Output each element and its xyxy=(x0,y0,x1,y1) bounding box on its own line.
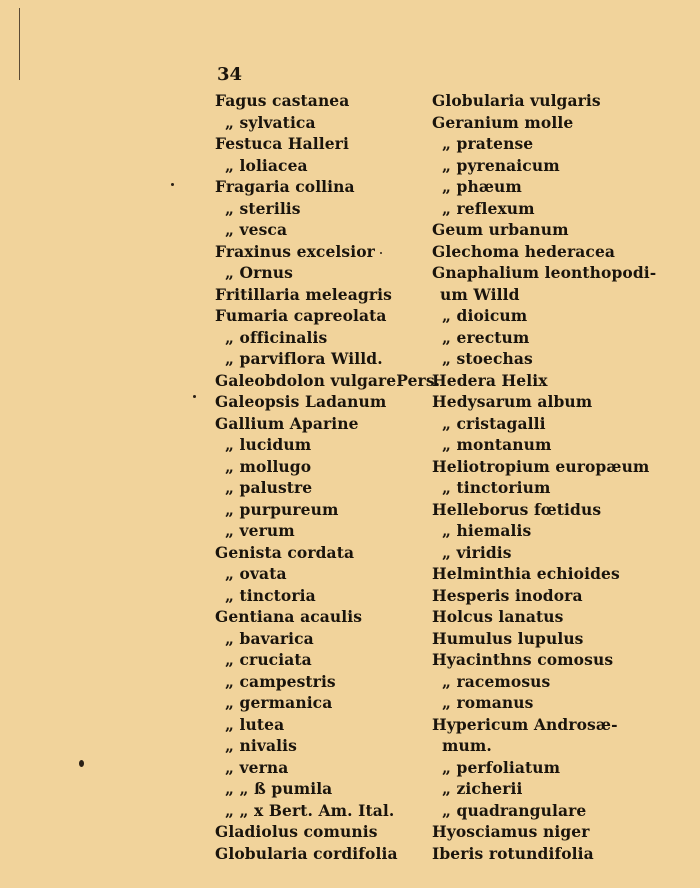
species-entry: „ verum xyxy=(225,521,295,540)
ink-speck xyxy=(193,395,196,398)
species-entry: „ vesca xyxy=(225,220,288,239)
species-entry: Fumaria capreolata xyxy=(215,306,387,325)
species-entry: „ sterilis xyxy=(225,198,301,218)
right-column xyxy=(432,90,657,864)
species-entry: Geranium molle xyxy=(432,112,574,132)
species-entry: „ loliacea xyxy=(225,155,308,175)
species-entry: „ bavarica xyxy=(225,628,314,648)
species-entry: Gladiolus comunis xyxy=(215,822,378,841)
ink-speck xyxy=(79,760,84,767)
species-entry: „ cruciata xyxy=(225,650,312,669)
species-entry: Helleborus fœtidus xyxy=(432,499,602,519)
species-entry: „ romanus xyxy=(442,693,534,712)
species-entry: Festuca Halleri xyxy=(215,134,349,153)
species-entry: Globularia cordifolia xyxy=(215,843,398,863)
species-entry: „ zicherii xyxy=(442,779,523,798)
species-entry: mum. xyxy=(442,736,492,755)
species-entry: Fraxinus excelsior xyxy=(215,241,375,261)
species-entry: „ tinctoria xyxy=(225,585,316,605)
species-entry: „ phæum xyxy=(442,177,522,196)
species-entry: „ pyrenaicum xyxy=(442,155,560,175)
species-entry: „ verna xyxy=(225,757,289,777)
species-entry: „ ovata xyxy=(225,564,287,583)
species-entry: Hesperis inodora xyxy=(432,585,583,605)
species-entry: Gentiana acaulis xyxy=(215,607,363,626)
species-entry: „ erectum xyxy=(442,327,530,347)
species-entry: Fritillaria meleagris xyxy=(215,284,392,304)
species-entry: „ viridis xyxy=(442,542,512,562)
species-entry: Hyosciamus niger xyxy=(432,822,590,841)
species-entry: „ parviflora Willd. xyxy=(225,349,383,368)
species-entry: „ perfoliatum xyxy=(442,757,561,777)
species-entry: Genista cordata xyxy=(215,542,355,562)
species-entry: Heliotropium europæum xyxy=(432,456,650,476)
species-entry: Holcus lanatus xyxy=(432,607,564,626)
species-entry: Hedera Helix xyxy=(432,370,548,390)
species-entry: „ tinctorium xyxy=(442,478,551,497)
species-entry: „ officinalis xyxy=(225,327,328,347)
species-entry: „ quadrangulare xyxy=(442,800,587,820)
species-entry: Fragaria collina xyxy=(215,177,355,196)
species-entry: „ palustre xyxy=(225,478,313,497)
species-entry: „ germanica xyxy=(225,693,333,712)
species-entry: „ „ x Bert. Am. Ital. xyxy=(225,800,395,820)
species-entry: Gallium Aparine xyxy=(215,413,359,433)
species-entry: „ lucidum xyxy=(225,435,312,454)
page-number: 34 xyxy=(217,64,243,85)
species-entry: Hypericum Androsæ- xyxy=(432,714,618,734)
species-entry: Fagus castanea xyxy=(215,91,350,110)
species-entry: „ montanum xyxy=(442,435,552,454)
species-entry: „ campestris xyxy=(225,671,336,691)
left-column xyxy=(215,90,441,864)
species-entry: Globularia vulgaris xyxy=(432,91,601,110)
species-entry: „ Ornus xyxy=(225,263,293,282)
species-entry: „ hiemalis xyxy=(442,521,532,540)
species-entry: „ pratense xyxy=(442,134,534,153)
species-entry: um Willd xyxy=(440,284,520,304)
species-entry: „ purpureum xyxy=(225,499,339,519)
ink-speck xyxy=(171,183,174,186)
species-entry: Glechoma hederacea xyxy=(432,241,616,261)
species-entry: „ nivalis xyxy=(225,736,297,755)
species-entry: „ sylvatica xyxy=(225,112,316,132)
species-entry: „ dioicum xyxy=(442,306,528,325)
margin-rule xyxy=(19,8,20,80)
species-entry: „ mollugo xyxy=(225,456,312,476)
species-entry: Hyacinthns comosus xyxy=(432,650,614,669)
species-entry: Humulus lupulus xyxy=(432,628,584,648)
species-entry: „ racemosus xyxy=(442,671,551,691)
species-entry: Geum urbanum xyxy=(432,220,569,239)
species-entry: Galeopsis Ladanum xyxy=(215,392,387,411)
species-entry: Iberis rotundifolia xyxy=(432,843,594,863)
species-entry: „ cristagalli xyxy=(442,413,546,433)
species-entry: Hedysarum album xyxy=(432,392,593,411)
species-entry: „ stoechas xyxy=(442,349,533,368)
species-entry: Galeobdolon vulgarePers. xyxy=(215,370,441,390)
species-entry: „ „ ß pumila xyxy=(225,779,333,798)
species-entry: „ reflexum xyxy=(442,198,535,218)
species-entry: „ lutea xyxy=(225,714,285,734)
species-entry: Helminthia echioides xyxy=(432,564,620,583)
species-entry: Gnaphalium leonthopodi- xyxy=(432,263,657,282)
